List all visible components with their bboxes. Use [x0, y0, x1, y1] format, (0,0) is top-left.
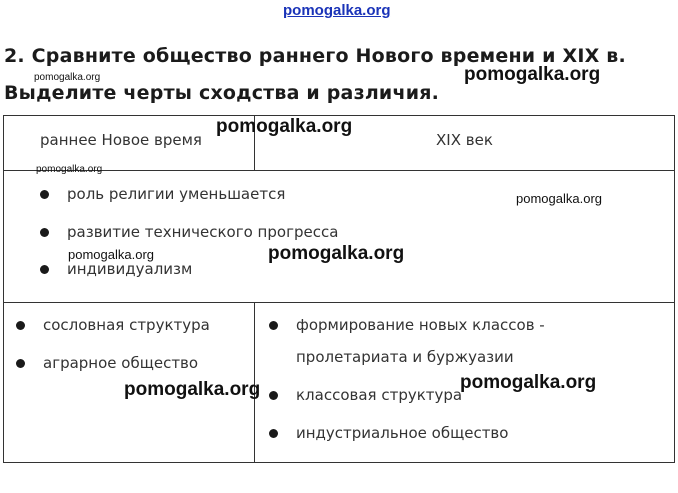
bullet-icon: [40, 265, 49, 274]
common-trait: [40, 185, 285, 203]
bullet-icon: [269, 321, 278, 330]
bullet-icon: [16, 321, 25, 330]
nineteenth-century-trait: [269, 316, 545, 334]
common-trait: [40, 260, 192, 278]
early-modern-trait: [16, 316, 210, 334]
common-trait-text: индивидуализм: [67, 260, 193, 278]
watermark: pomogalka.org: [68, 247, 154, 262]
watermark: pomogalka.org: [34, 72, 101, 83]
task-heading-line: 2. Сравните общество раннего Нового времени и XIX в.: [4, 45, 626, 67]
watermark: pomogalka.org: [36, 164, 103, 175]
early-modern-trait-text: сословная структура: [43, 316, 210, 334]
early-modern-trait-text: аграрное общество: [43, 354, 199, 372]
watermark: pomogalka.org: [268, 243, 405, 264]
table-divider: [4, 170, 674, 171]
common-trait: [40, 223, 338, 241]
nineteenth-century-trait-text: индустриальное общество: [296, 424, 509, 442]
bullet-icon: [40, 228, 49, 237]
bullet-icon: [40, 190, 49, 199]
task-heading-line: Выделите черты сходства и различия.: [4, 82, 440, 104]
early-modern-trait: [16, 354, 198, 372]
watermark: pomogalka.org: [460, 372, 597, 393]
comparison-table: [3, 115, 675, 463]
nineteenth-century-trait: [269, 386, 462, 404]
bullet-icon: [16, 359, 25, 368]
table-divider: [4, 302, 674, 303]
task-heading: [4, 38, 676, 112]
watermark: pomogalka.org: [464, 64, 601, 85]
column-header-19th-century: XIX век: [436, 131, 493, 149]
common-trait-text: роль религии уменьшается: [67, 185, 286, 203]
watermark-link[interactable]: pomogalka.org: [283, 2, 391, 19]
nineteenth-century-trait: [269, 424, 508, 442]
bullet-icon: [269, 429, 278, 438]
column-header-early-modern: раннее Новое время: [40, 131, 202, 149]
nineteenth-century-trait-text: классовая структура: [296, 386, 463, 404]
nineteenth-century-trait-text: формирование новых классов -: [296, 316, 545, 334]
watermark: pomogalka.org: [216, 116, 353, 137]
watermark: pomogalka.org: [516, 191, 602, 206]
bullet-icon: [269, 391, 278, 400]
watermark: pomogalka.org: [124, 379, 261, 400]
common-trait-text: развитие технического прогресса: [67, 223, 339, 241]
nineteenth-century-trait-continuation: пролетариата и буржуазии: [296, 348, 514, 366]
